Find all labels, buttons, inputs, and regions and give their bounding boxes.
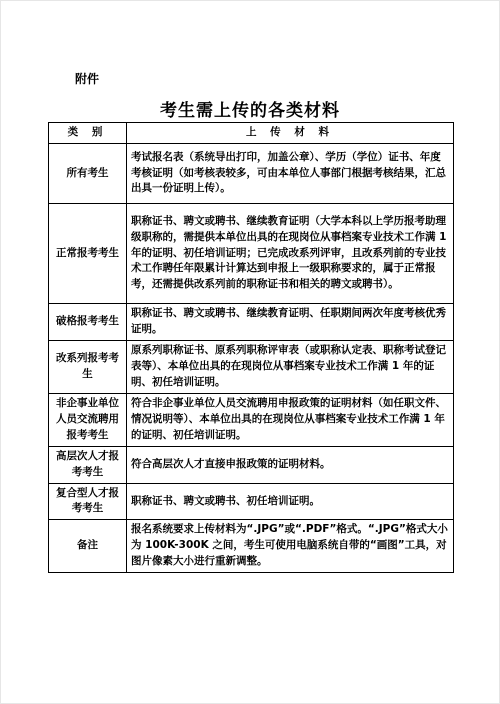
materials-cell: 考试报名表（系统导出打印，加盖公章）、学历（学位）证书、年度考核证明（如考核表较多，可由本单位人事部门根据考核结果，汇总出具一份证明上传）。 [127, 144, 454, 204]
table-row [49, 520, 454, 573]
category-cell: 改系列报考考生 [49, 340, 127, 393]
materials-cell: 报名系统要求上传材料为“.JPG”或“.PDF”格式。“.JPG”格式大小为 100K-300K 之间，考生可使用电脑系统自带的“画图”工具，对图片像素大小进行重新调整。 [127, 520, 454, 573]
materials-cell: 职称证书、聘文或聘书、初任培训证明。 [127, 483, 454, 520]
materials-table [48, 122, 454, 573]
column-header-materials: 上 传 材 料 [127, 123, 454, 144]
category-cell: 复合型人才报考考生 [49, 483, 127, 520]
table-row [49, 204, 454, 304]
table-row [49, 144, 454, 204]
document-title: 考生需上传的各类材料 [160, 101, 340, 121]
category-cell: 破格报考考生 [49, 304, 127, 341]
category-cell: 所有考生 [49, 144, 127, 204]
category-cell: 非企事业单位人员交流聘用报考考生 [49, 393, 127, 446]
table-row [49, 446, 454, 483]
materials-cell: 职称证书、聘文或聘书、继续教育证明（大学本科以上学历报考助理级职称的，需提供本单位出具的在现岗位从事档案专业技术工作满 1 年的证明、初任培训证明；已完成改系列评审，且改系列前的专业技术工作聘任年限累计计算达到申报上一级职称要求的，属于正常报考，还需提供改系列前的职称证书和相关的聘文或聘书）。 [127, 204, 454, 304]
column-header-category: 类 别 [49, 123, 127, 144]
materials-cell: 原系列职称证书、原系列职称评审表（或职称认定表、职称考试登记表等）、本单位出具的在现岗位从事档案专业技术工作满 1 年的证明、初任培训证明。 [127, 340, 454, 393]
table-row [49, 304, 454, 341]
category-cell: 正常报考考生 [49, 204, 127, 304]
materials-cell: 符合非企事业单位人员交流聘用申报政策的证明材料（如任职文件、情况说明等）、本单位出具的在现岗位从事档案专业技术工作满 1 年的证明、初任培训证明。 [127, 393, 454, 446]
table-row [49, 340, 454, 393]
materials-cell: 符合高层次人才直接申报政策的证明材料。 [127, 446, 454, 483]
materials-cell: 职称证书、聘文或聘书、继续教育证明、任职期间两次年度考核优秀证明。 [127, 304, 454, 341]
table-row [49, 393, 454, 446]
table-row [49, 483, 454, 520]
category-cell: 备注 [49, 520, 127, 573]
category-cell: 高层次人才报考考生 [49, 446, 127, 483]
table-header-row [49, 123, 454, 144]
attachment-label: 附件 [75, 72, 100, 86]
